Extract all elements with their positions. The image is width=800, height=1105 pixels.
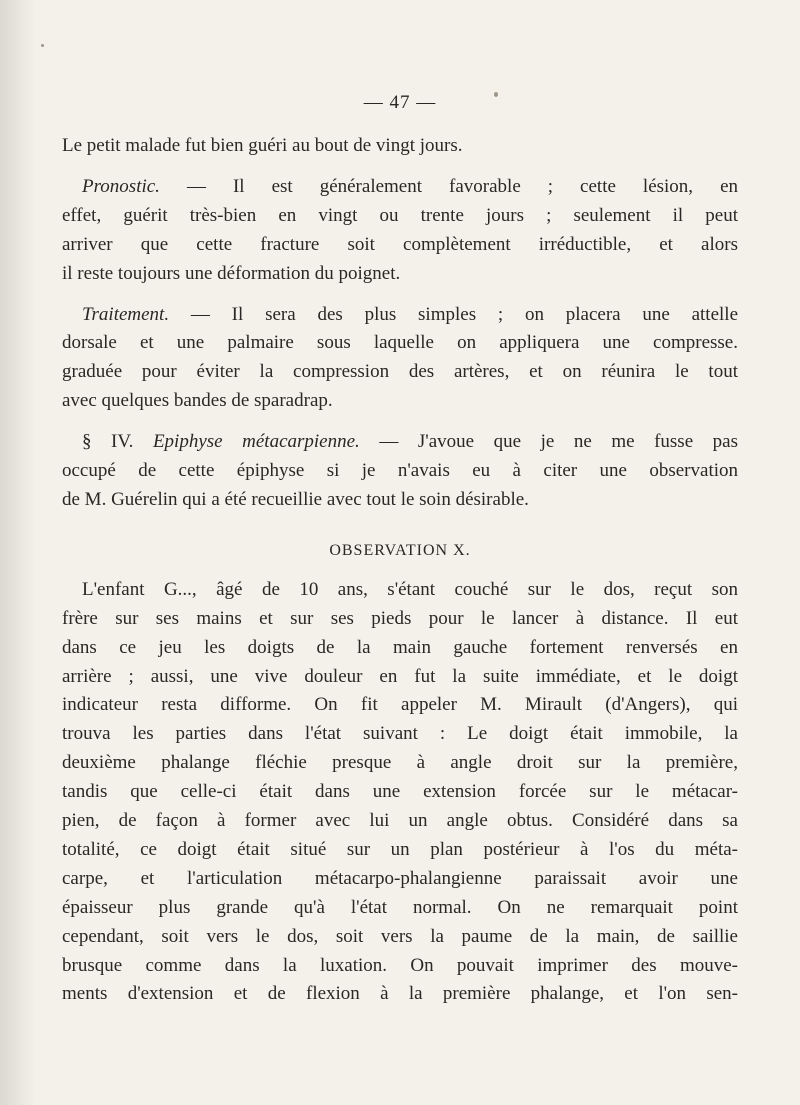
text-line: indicateur resta difforme. On fit appeler M. Mirault (d'Angers), qui [62, 694, 738, 716]
section-label: Epiphyse métacarpienne. [152, 431, 360, 453]
paragraph-section-iv [62, 428, 738, 515]
text-line: graduée pour éviter la compression des artères, et on réunira le tout [62, 361, 738, 383]
text-line: effet, guérit très-bien en vingt ou trente jours ; seulement il peut [62, 204, 738, 226]
paragraph-pronostic [62, 173, 738, 289]
observation-heading: OBSERVATION X. [329, 541, 471, 559]
text-line: ments d'extension et de flexion à la première phalange, et l'on sen- [62, 983, 738, 1005]
text-line: tandis que celle-ci était dans une extension forcée sur le métacar- [62, 781, 738, 803]
text-line: avec quelques bandes de sparadrap. [62, 390, 333, 412]
text-line: arriver que cette fracture soit complètement irréductible, et alors [62, 233, 738, 255]
text-line: Le petit malade fut bien guéri au bout de vingt jours. [62, 135, 463, 156]
section-number: § IV. [82, 431, 134, 453]
text-line: brusque comme dans la luxation. On pouvait imprimer des mouve- [62, 954, 738, 976]
text-line: L'enfant G..., âgé de 10 ans, s'étant couché sur le dos, reçut son [82, 578, 738, 600]
text-line: épaisseur plus grande qu'à l'état normal. On ne remarquait point [62, 896, 738, 918]
text-line: arrière ; aussi, une vive douleur en fut la suite immédiate, et le doigt [62, 665, 738, 687]
text-line: il reste toujours une déformation du poignet. [62, 262, 401, 284]
text-line: deuxième phalange fléchie presque à angle droit sur la première, [62, 752, 738, 774]
text-line: Pronostic. — Il est généralement favorable ; cette lésion, en [82, 175, 738, 197]
paper-speck [41, 44, 44, 47]
section-label: Traitement. [82, 303, 170, 325]
text-line: pien, de façon à former avec lui un angle obtus. Considéré dans sa [62, 810, 738, 832]
text-line: occupé de cette épiphyse si je n'avais eu à citer une observation [62, 460, 738, 482]
text-line: Traitement. — Il sera des plus simples ; on placera une attelle [82, 303, 739, 325]
paper-speck [494, 92, 498, 97]
text-line: dorsale et une palmaire sous laquelle on appliquera une compresse. [62, 332, 738, 354]
page-number: — 47 — [363, 92, 437, 113]
body-text [62, 132, 738, 1009]
text-line: totalité, ce doigt était situé sur un plan postérieur à l'os du méta- [62, 838, 738, 860]
text-line: de M. Guérelin qui a été recueillie avec tout le soin désirable. [62, 488, 529, 510]
paragraph-intro [62, 132, 738, 161]
text-line: dans ce jeu les doigts de la main gauche fortement renversés en [62, 636, 738, 658]
text-line: cependant, soit vers le dos, soit vers la paume de la main, de saillie [62, 925, 738, 947]
page-edge-shadow [0, 0, 36, 1105]
text-line: trouva les parties dans l'état suivant : Le doigt était immobile, la [62, 723, 738, 745]
text-line: § IV. Epiphyse métacarpienne. — J'avoue que je ne me fusse pas [82, 431, 738, 453]
text-line: carpe, et l'articulation métacarpo-phalangienne paraissait avoir une [62, 867, 738, 889]
section-label: Pronostic. [82, 175, 160, 197]
paragraph-traitement [62, 301, 738, 417]
text-line: frère sur ses mains et sur ses pieds pour le lancer à distance. Il eut [62, 607, 738, 629]
paragraph-observation [62, 576, 738, 1010]
